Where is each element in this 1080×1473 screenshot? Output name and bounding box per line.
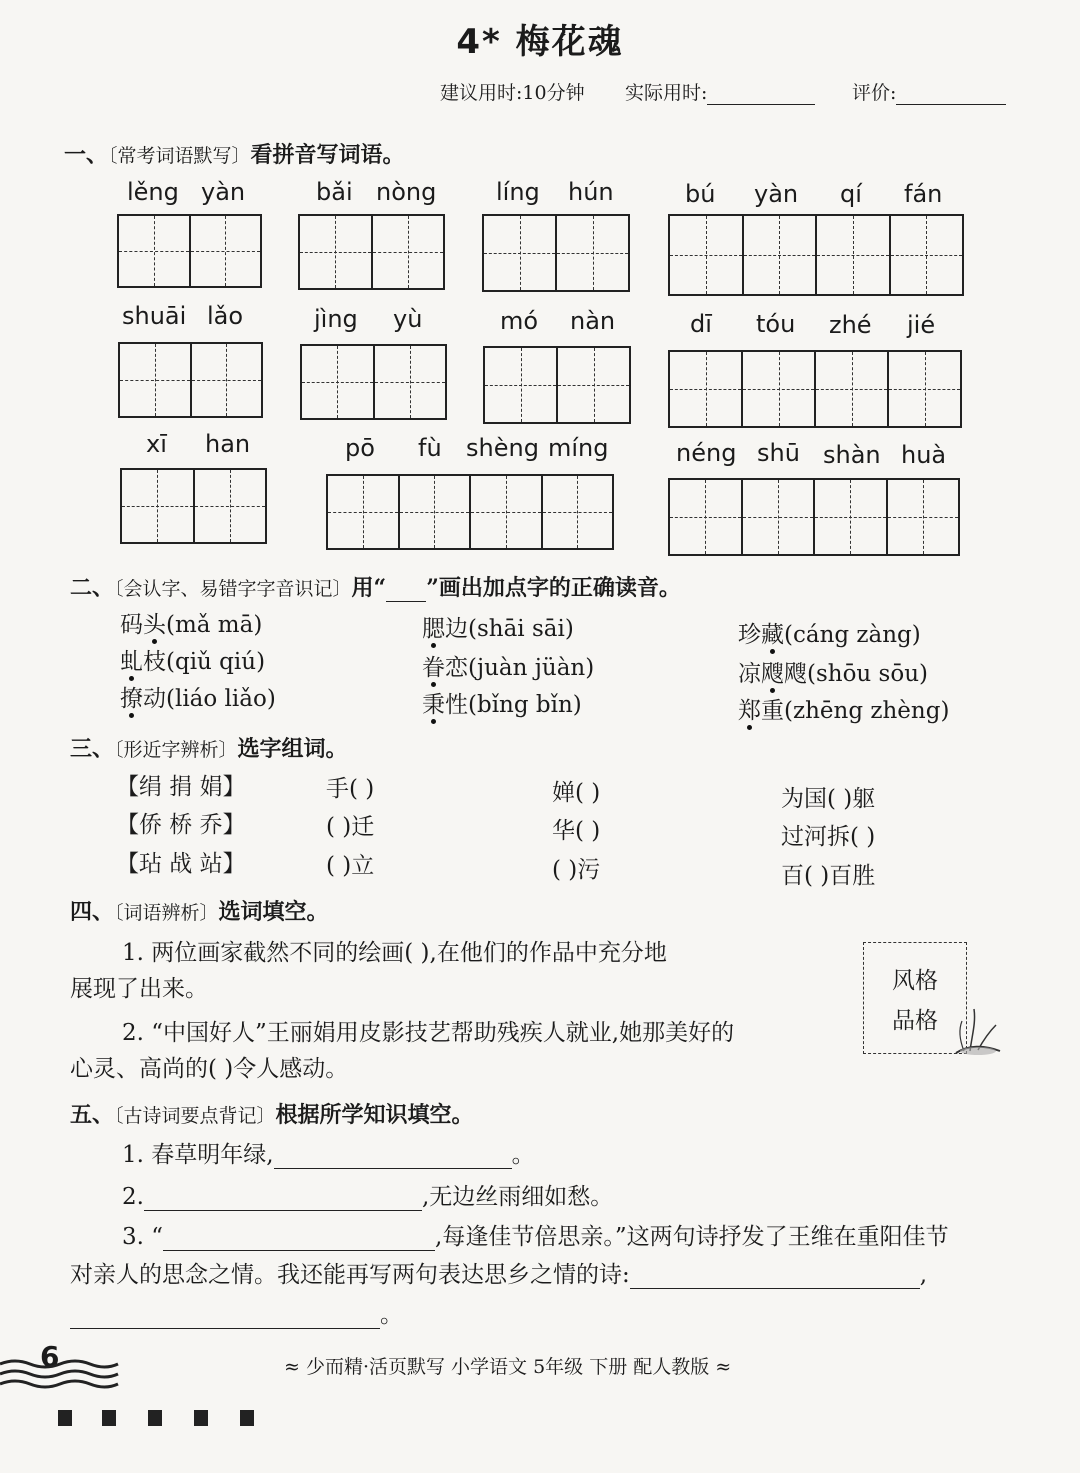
poem-question-1: 1. 春草明年绿, 。 — [122, 1142, 535, 1168]
writing-grid[interactable] — [668, 478, 960, 556]
writing-grid[interactable] — [117, 214, 262, 288]
pinyin: shèng — [466, 434, 539, 462]
word-option: 风格 — [892, 968, 938, 994]
pinyin: nàn — [570, 307, 616, 335]
reading-item[interactable]: 眷恋(juàn jüàn) — [422, 655, 595, 681]
section-5-heading: 五、〔古诗词要点背记〕根据所学知识填空。 — [70, 1102, 474, 1128]
pinyin: fán — [904, 180, 943, 208]
word-blank[interactable]: 为国( )躯 — [781, 786, 876, 812]
reading-item[interactable]: 腮边(shāi sāi) — [422, 616, 574, 642]
question-text: 展现了出来。 — [70, 976, 208, 1002]
writing-grid[interactable] — [300, 344, 447, 420]
word-option: 品格 — [892, 1008, 938, 1034]
binding-mark — [58, 1410, 72, 1426]
writing-grid[interactable] — [668, 350, 962, 428]
writing-grid[interactable] — [120, 468, 267, 544]
pinyin: míng — [548, 434, 609, 462]
pinyin: dī — [690, 310, 712, 338]
pinyin: xī — [146, 430, 167, 458]
binding-mark — [194, 1410, 208, 1426]
word-blank[interactable]: 手( ) — [326, 776, 375, 802]
writing-grid[interactable] — [483, 346, 631, 424]
word-blank[interactable]: ( )迁 — [326, 814, 375, 840]
reading-item[interactable]: 撩动(liáo liǎo) — [120, 686, 276, 712]
writing-grid[interactable] — [326, 474, 614, 550]
section-3-heading: 三、〔形近字辨析〕选字组词。 — [70, 736, 348, 762]
pinyin: bǎi — [316, 178, 353, 206]
suggested-time: 建议用时:10分钟 — [440, 82, 585, 104]
pinyin: bú — [685, 180, 716, 208]
pinyin: néng — [676, 439, 737, 467]
binding-mark — [148, 1410, 162, 1426]
plum-sprig-icon — [950, 995, 1006, 1059]
footer-text: ≈ 少而精·活页默写 小学语文 5年级 下册 配人教版 ≈ — [284, 1356, 732, 1378]
word-blank[interactable]: ( )立 — [326, 853, 375, 879]
page-number: 6 — [40, 1340, 60, 1373]
reading-item[interactable]: 虬枝(qiǔ qiú) — [120, 649, 266, 675]
pinyin: shū — [757, 439, 800, 467]
pinyin: lǎo — [207, 302, 244, 330]
actual-time-label: 实际用时: — [625, 78, 815, 105]
pinyin: yàn — [754, 180, 799, 208]
answer-line[interactable] — [70, 1306, 380, 1329]
writing-grid[interactable] — [668, 214, 964, 296]
page-title: 4* 梅花魂 — [456, 22, 624, 62]
pinyin: qí — [840, 180, 862, 208]
question-text: 心灵、高尚的( )令人感动。 — [70, 1056, 349, 1082]
binding-mark — [102, 1410, 116, 1426]
poem-question-2: 2. ,无边丝雨细如愁。 — [122, 1184, 614, 1210]
evaluation-field[interactable] — [896, 84, 1006, 105]
pinyin: yù — [393, 305, 423, 333]
writing-grid[interactable] — [482, 214, 630, 292]
poem-question-3-cont: 对亲人的思念之情。我还能再写两句表达思乡之情的诗: , — [70, 1262, 928, 1288]
underline-sample — [386, 583, 426, 602]
question-text: 1. 两位画家截然不同的绘画( ),在他们的作品中充分地 — [122, 940, 667, 966]
word-blank[interactable]: 婵( ) — [552, 780, 601, 806]
pinyin: yàn — [201, 178, 246, 206]
pinyin: shàn — [823, 441, 881, 469]
pinyin: huà — [901, 441, 947, 469]
section-2-heading: 二、〔会认字、易错字字音识记〕用“ ”画出加点字的正确读音。 — [70, 575, 681, 601]
char-group: 【绢 捐 娟】 — [116, 774, 246, 800]
pinyin: pō — [345, 434, 375, 462]
section-4-heading: 四、〔词语辨析〕选词填空。 — [70, 899, 329, 925]
pinyin: fù — [418, 434, 442, 462]
reading-item[interactable]: 郑重(zhēng zhèng) — [738, 698, 950, 724]
wave-decoration-icon — [0, 1356, 120, 1396]
pinyin: jié — [907, 311, 936, 339]
word-blank[interactable]: ( )污 — [552, 857, 601, 883]
answer-line[interactable] — [163, 1228, 435, 1251]
pinyin: lěng — [127, 178, 179, 206]
word-blank[interactable]: 过河拆( ) — [781, 824, 876, 850]
answer-line[interactable] — [630, 1266, 920, 1289]
pinyin: jìng — [314, 305, 358, 333]
poem-question-3: 3. “ ,每逢佳节倍思亲。”这两句诗抒发了王维在重阳佳节 — [122, 1224, 949, 1250]
word-blank[interactable]: 华( ) — [552, 818, 601, 844]
pinyin: zhé — [829, 311, 872, 339]
pinyin: hún — [568, 178, 614, 206]
word-blank[interactable]: 百( )百胜 — [781, 863, 876, 889]
binding-mark — [240, 1410, 254, 1426]
pinyin: mó — [500, 307, 539, 335]
answer-line[interactable] — [274, 1146, 512, 1169]
actual-time-field[interactable] — [707, 84, 815, 105]
char-group: 【玷 战 站】 — [116, 851, 246, 877]
reading-item[interactable]: 珍藏(cáng zàng) — [738, 622, 921, 648]
poem-question-3-end: 。 — [70, 1296, 403, 1329]
reading-item[interactable]: 码头(mǎ mā) — [120, 612, 263, 638]
pinyin: tóu — [756, 310, 796, 338]
question-text: 2. “中国好人”王丽娟用皮影技艺帮助残疾人就业,她那美好的 — [122, 1020, 735, 1046]
reading-item[interactable]: 秉性(bǐng bǐn) — [422, 692, 582, 718]
answer-line[interactable] — [144, 1188, 422, 1211]
section-1-heading: 一、〔常考词语默写〕看拼音写词语。 — [64, 142, 405, 168]
pinyin: han — [205, 430, 251, 458]
pinyin: nòng — [376, 178, 437, 206]
writing-grid[interactable] — [118, 342, 263, 418]
evaluation-label: 评价: — [852, 78, 1006, 105]
char-group: 【侨 桥 乔】 — [116, 812, 246, 838]
pinyin: shuāi — [122, 302, 187, 330]
reading-item[interactable]: 凉飕飕(shōu sōu) — [738, 661, 928, 687]
writing-grid[interactable] — [298, 214, 445, 290]
pinyin: líng — [496, 178, 540, 206]
